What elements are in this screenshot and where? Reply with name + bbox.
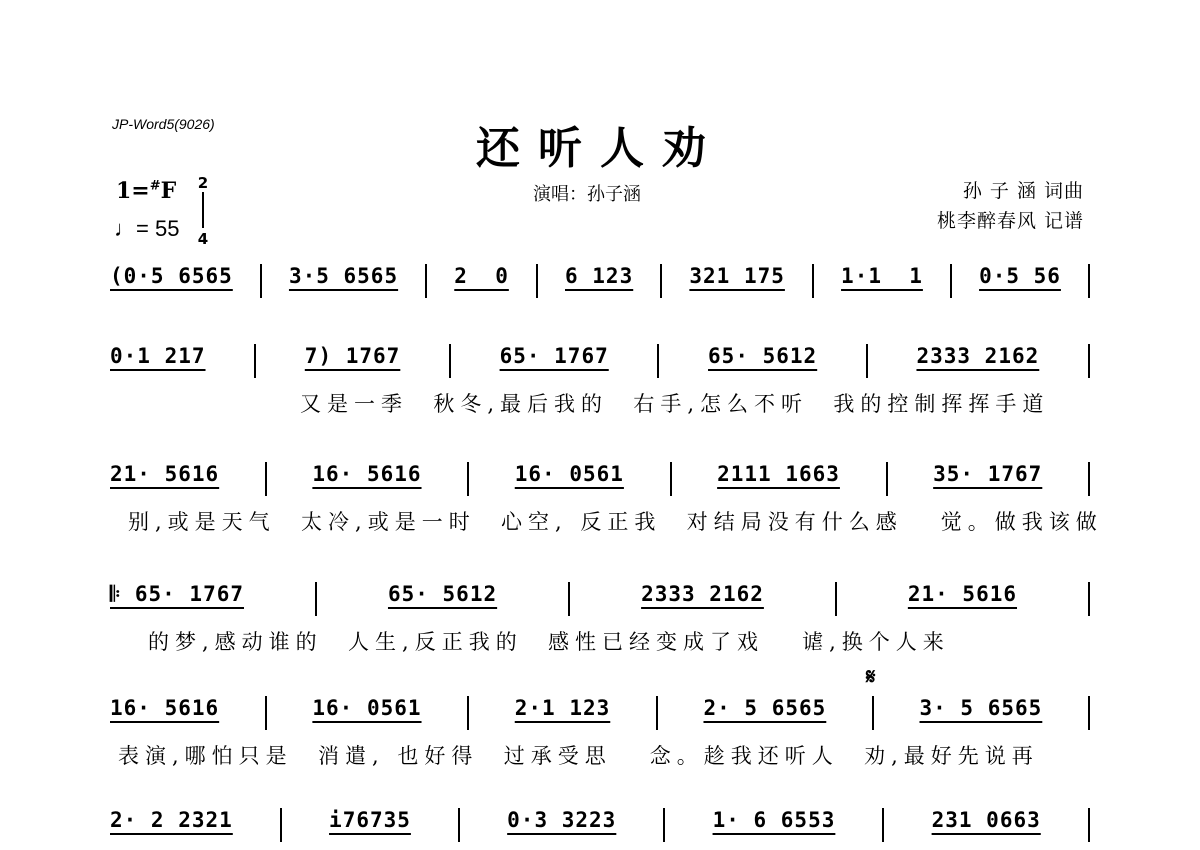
barline — [315, 582, 317, 616]
barline — [886, 462, 888, 496]
measure: 2111 1663 — [717, 462, 840, 486]
time-top: 2 — [197, 174, 209, 192]
measure: 35· 1767 — [933, 462, 1043, 486]
barline — [449, 344, 451, 378]
measure: 2· 5 6565 — [703, 696, 827, 720]
score-row-2 — [110, 344, 1090, 378]
barline — [568, 582, 570, 616]
credits — [937, 176, 1084, 236]
transcriber-credit: 桃李醉春风 记谱 — [936, 210, 1084, 232]
measure: 16· 0561 — [514, 462, 624, 486]
barline — [265, 462, 267, 496]
barline — [670, 462, 672, 496]
barline — [467, 462, 469, 496]
measure: 2 0 — [454, 264, 509, 288]
barline — [882, 808, 884, 842]
time-signature — [196, 176, 210, 247]
barline — [1088, 696, 1090, 730]
measure: 7) 1767 — [304, 344, 401, 368]
measure: 𝄆 65· 1767 — [110, 582, 244, 606]
barline — [1088, 462, 1090, 496]
barline — [458, 808, 460, 842]
barline — [656, 696, 658, 730]
measure: 21· 5616 — [110, 462, 220, 486]
barline — [265, 696, 267, 730]
barline — [1088, 344, 1090, 378]
song-title: 还听人劝 — [476, 123, 724, 174]
time-fraction-bar — [202, 192, 204, 228]
barline — [812, 264, 814, 298]
notes-line — [110, 808, 1090, 842]
barline — [660, 264, 662, 298]
barline — [657, 344, 659, 378]
barline — [866, 344, 868, 378]
segno-sign: 𝄋 — [866, 664, 876, 689]
barline — [254, 344, 256, 378]
lyric-line: 的梦,感动谁的 人生,反正我的 感性已经变成了戏 谑,换个人来 — [148, 630, 950, 654]
measure: 1· 6 6553 — [712, 808, 836, 832]
measure: 321 175 — [689, 264, 785, 288]
barline — [1088, 808, 1090, 842]
notes-line — [110, 344, 1090, 378]
measure: 2333 2162 — [916, 344, 1040, 368]
singer-credit: 演唱：孙子涵 — [533, 184, 641, 205]
measure: 65· 5612 — [387, 582, 498, 606]
score-row-3 — [110, 462, 1090, 496]
measure: 231 0663 — [931, 808, 1041, 832]
notes-line — [110, 696, 1090, 730]
notes-line — [110, 462, 1090, 496]
score-row-4 — [110, 582, 1090, 616]
score-row-6 — [110, 808, 1090, 842]
tempo-marking: ♩= 55 — [114, 216, 180, 241]
notes-line — [110, 582, 1090, 616]
barline — [1088, 582, 1090, 616]
composer-credit: 孙 子 涵 词曲 — [962, 180, 1084, 202]
measure: 2· 2 2321 — [110, 808, 233, 832]
lyric-line: 表演,哪怕只是 消遣, 也好得 过承受思 念。趁我还听人 劝,最好先说再 — [118, 744, 1039, 768]
barline — [467, 696, 469, 730]
key-note: F — [160, 178, 177, 204]
barline — [835, 582, 837, 616]
measure: 65· 5612 — [708, 344, 818, 368]
measure: 6 123 — [565, 264, 634, 288]
generator-label: JP-Word5(9026) — [112, 116, 215, 132]
measure: 65· 1767 — [499, 344, 609, 368]
measure: 16· 5616 — [312, 462, 422, 486]
measure: 2333 2162 — [641, 582, 764, 606]
measure: 0·5 56 — [979, 264, 1061, 288]
score-row-1 — [110, 264, 1090, 298]
notes-line — [110, 264, 1090, 298]
measure: 16· 0561 — [312, 696, 422, 720]
barline — [872, 696, 874, 730]
lyric-line: 别,或是天气 太冷,或是一时 心空, 反正我 对结局没有什么感 觉。做我该做 — [128, 510, 1103, 534]
sharp-sign: # — [149, 178, 161, 194]
barline — [950, 264, 952, 298]
barline — [260, 264, 262, 298]
measure: 0·3 3223 — [507, 808, 617, 832]
key-prefix: 1= — [116, 178, 150, 204]
barline — [663, 808, 665, 842]
measure: 0·1 217 — [110, 344, 206, 368]
score-row-5 — [110, 696, 1090, 730]
measure: 2·1 123 — [514, 696, 611, 720]
barline — [1088, 264, 1090, 298]
measure: i76735 — [329, 808, 411, 832]
measure: 3·5 6565 — [288, 264, 399, 288]
measure: 3· 5 6565 — [919, 696, 1043, 720]
measure: 16· 5616 — [110, 696, 220, 720]
measure: 21· 5616 — [907, 582, 1018, 606]
barline — [425, 264, 427, 298]
lyric-line: 又是一季 秋冬,最后我的 右手,怎么不听 我的控制挥挥手道 — [300, 392, 1050, 416]
barline — [536, 264, 538, 298]
measure: 1·1 1 — [841, 264, 923, 288]
barline — [280, 808, 282, 842]
time-bottom: 4 — [197, 230, 209, 248]
measure: (0·5 6565 — [110, 264, 233, 288]
key-signature — [116, 178, 176, 204]
